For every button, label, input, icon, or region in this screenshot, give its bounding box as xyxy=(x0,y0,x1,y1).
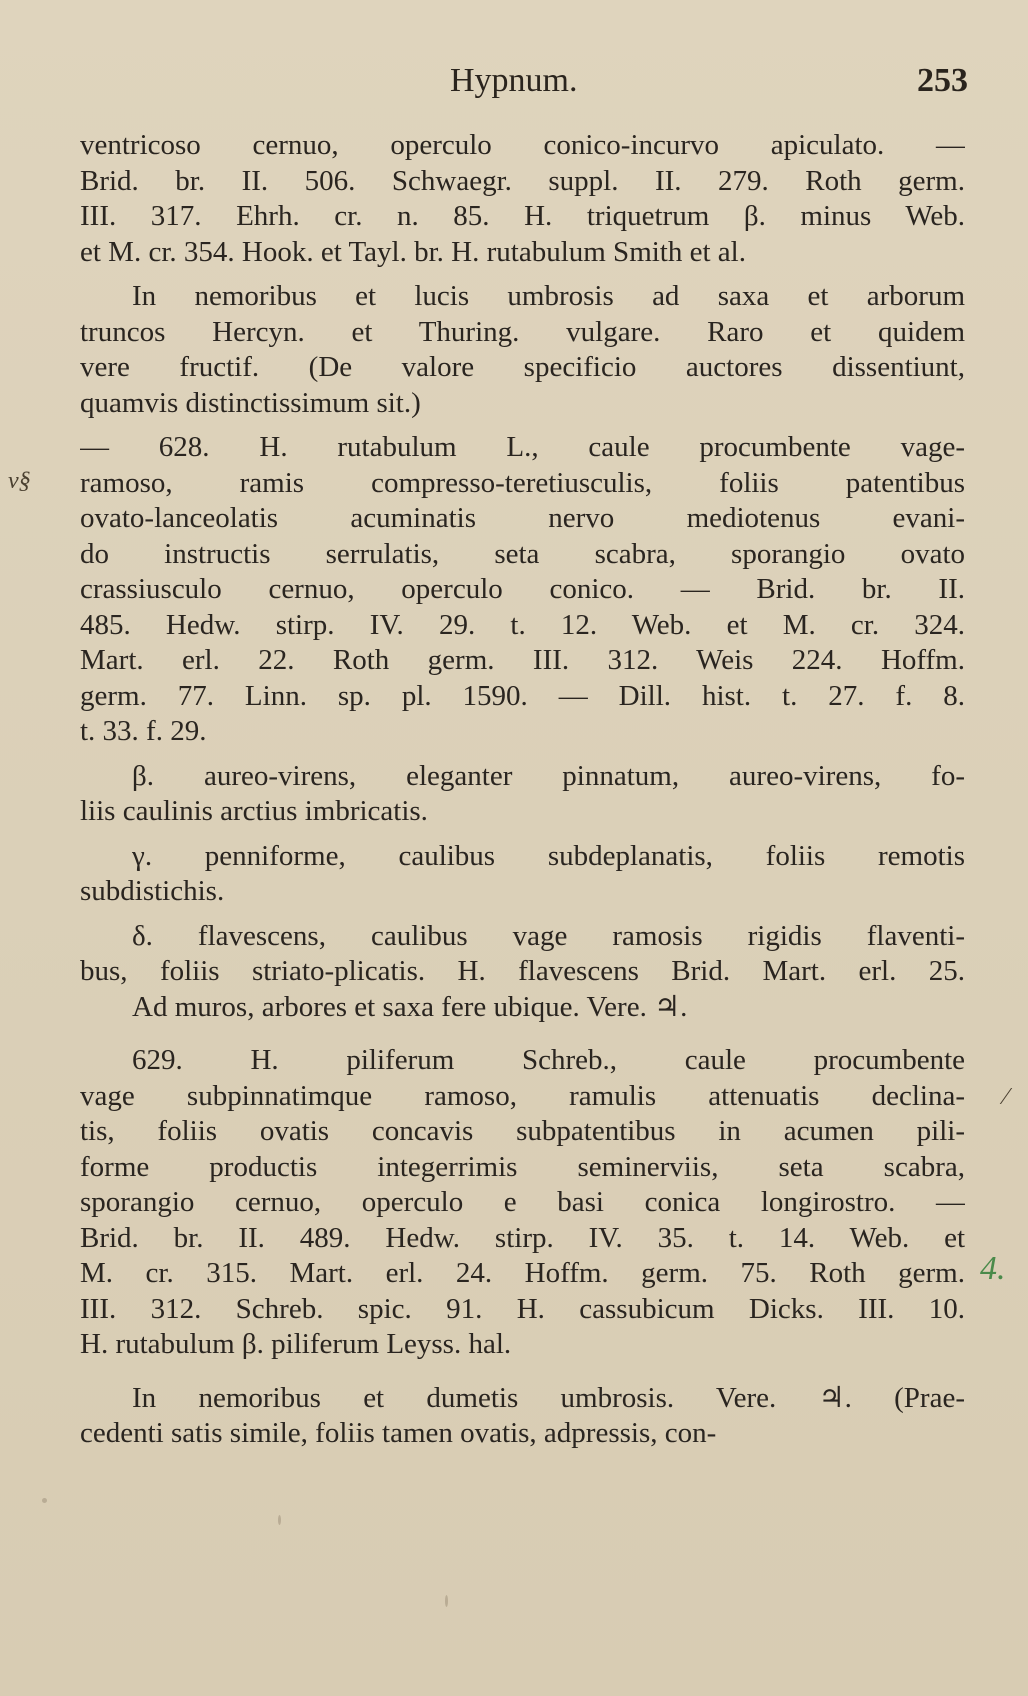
paragraph-p4 xyxy=(80,759,965,830)
text-line: truncos Hercyn. et Thuring. vulgare. Raro et quidem xyxy=(80,315,965,348)
text-line: γ. penniforme, caulibus subdeplanatis, foliis remotis xyxy=(132,839,965,872)
text-line: — 628. H. rutabulum L., caule procumbente vage- xyxy=(80,431,965,463)
text-line: ventricoso cernuo, operculo conico-incurvo apiculato. — xyxy=(80,129,965,161)
text-line: Ad muros, arbores et saxa fere ubique. Vere. ♃. xyxy=(132,990,688,1023)
text-line: forme productis integerrimis seminerviis, seta scabra, xyxy=(80,1150,965,1183)
text-line: 629. H. piliferum Schreb., caule procumbente xyxy=(132,1044,965,1076)
text-line: M. cr. 315. Mart. erl. 24. Hoffm. germ. 75. Roth germ. xyxy=(80,1257,965,1289)
text-line: vere fructif. (De valore specificio auctores dissentiunt, xyxy=(80,351,965,383)
paragraph-p2 xyxy=(80,279,965,421)
margin-annotation-left: v§ xyxy=(8,468,31,494)
margin-annotation-green: 4. xyxy=(980,1250,1006,1287)
margin-annotation-right: ⁄ xyxy=(1004,1084,1009,1110)
text-line: do instructis serrulatis, seta scabra, sporangio ovato xyxy=(80,537,965,570)
text-line: In nemoribus et dumetis umbrosis. Vere. ♃. (Prae- xyxy=(132,1381,965,1414)
paper-speck xyxy=(445,1595,448,1607)
text-line: ovato-lanceolatis acuminatis nervo mediotenus evani- xyxy=(80,502,965,534)
page-header xyxy=(0,58,1028,108)
paragraph-p1 xyxy=(80,128,965,270)
text-line: sporangio cernuo, operculo e basi conica longirostro. — xyxy=(80,1186,965,1218)
text-line: β. aureo-virens, eleganter pinnatum, aureo-virens, fo- xyxy=(132,759,965,792)
main-text xyxy=(80,128,965,1461)
text-line: Mart. erl. 22. Roth germ. III. 312. Weis 224. Hoffm. xyxy=(80,644,965,676)
text-line: III. 312. Schreb. spic. 91. H. cassubicum Dicks. III. 10. xyxy=(80,1292,965,1325)
paper-speck xyxy=(42,1498,47,1503)
text-line: Brid. br. II. 489. Hedw. stirp. IV. 35. t. 14. Web. et xyxy=(80,1221,965,1254)
paragraph-p7 xyxy=(80,1043,965,1363)
text-line: δ. flavescens, caulibus vage ramosis rigidis flaventi- xyxy=(132,919,965,952)
text-line: In nemoribus et lucis umbrosis ad saxa et arborum xyxy=(132,280,965,312)
text-line: H. rutabulum β. piliferum Leyss. hal. xyxy=(80,1328,512,1360)
paragraph-p5 xyxy=(80,839,965,910)
text-line: III. 317. Ehrh. cr. n. 85. H. triquetrum β. minus Web. xyxy=(80,200,965,232)
text-line: subdistichis. xyxy=(80,875,225,907)
paper-speck xyxy=(278,1515,281,1525)
text-line: 485. Hedw. stirp. IV. 29. t. 12. Web. et M. cr. 324. xyxy=(80,608,965,641)
text-line: crassiusculo cernuo, operculo conico. — Brid. br. II. xyxy=(80,573,965,605)
text-line: germ. 77. Linn. sp. pl. 1590. — Dill. hist. t. 27. f. 8. xyxy=(80,679,965,712)
paragraph-p6 xyxy=(80,919,965,1026)
text-line: tis, foliis ovatis concavis subpatentibus in acumen pili- xyxy=(80,1115,965,1147)
text-line: bus, foliis striato-plicatis. H. flavescens Brid. Mart. erl. 25. xyxy=(80,955,965,987)
paragraph-p3 xyxy=(80,430,965,750)
text-line: quamvis distinctissimum sit.) xyxy=(80,386,421,419)
paragraph-p8 xyxy=(80,1381,965,1452)
text-line: et M. cr. 354. Hook. et Tayl. br. H. rutabulum Smith et al. xyxy=(80,235,746,268)
text-line: Brid. br. II. 506. Schwaegr. suppl. II. 279. Roth germ. xyxy=(80,164,965,197)
running-title: Hypnum. xyxy=(450,62,578,99)
text-line: liis caulinis arctius imbricatis. xyxy=(80,795,428,827)
page-number: 253 xyxy=(917,62,968,99)
text-line: t. 33. f. 29. xyxy=(80,715,207,747)
text-line: ramoso, ramis compresso-teretiusculis, foliis patentibus xyxy=(80,466,965,499)
text-line: vage subpinnatimque ramoso, ramulis attenuatis declina- xyxy=(80,1079,965,1112)
text-line: cedenti satis simile, foliis tamen ovatis, adpressis, con- xyxy=(80,1417,717,1449)
